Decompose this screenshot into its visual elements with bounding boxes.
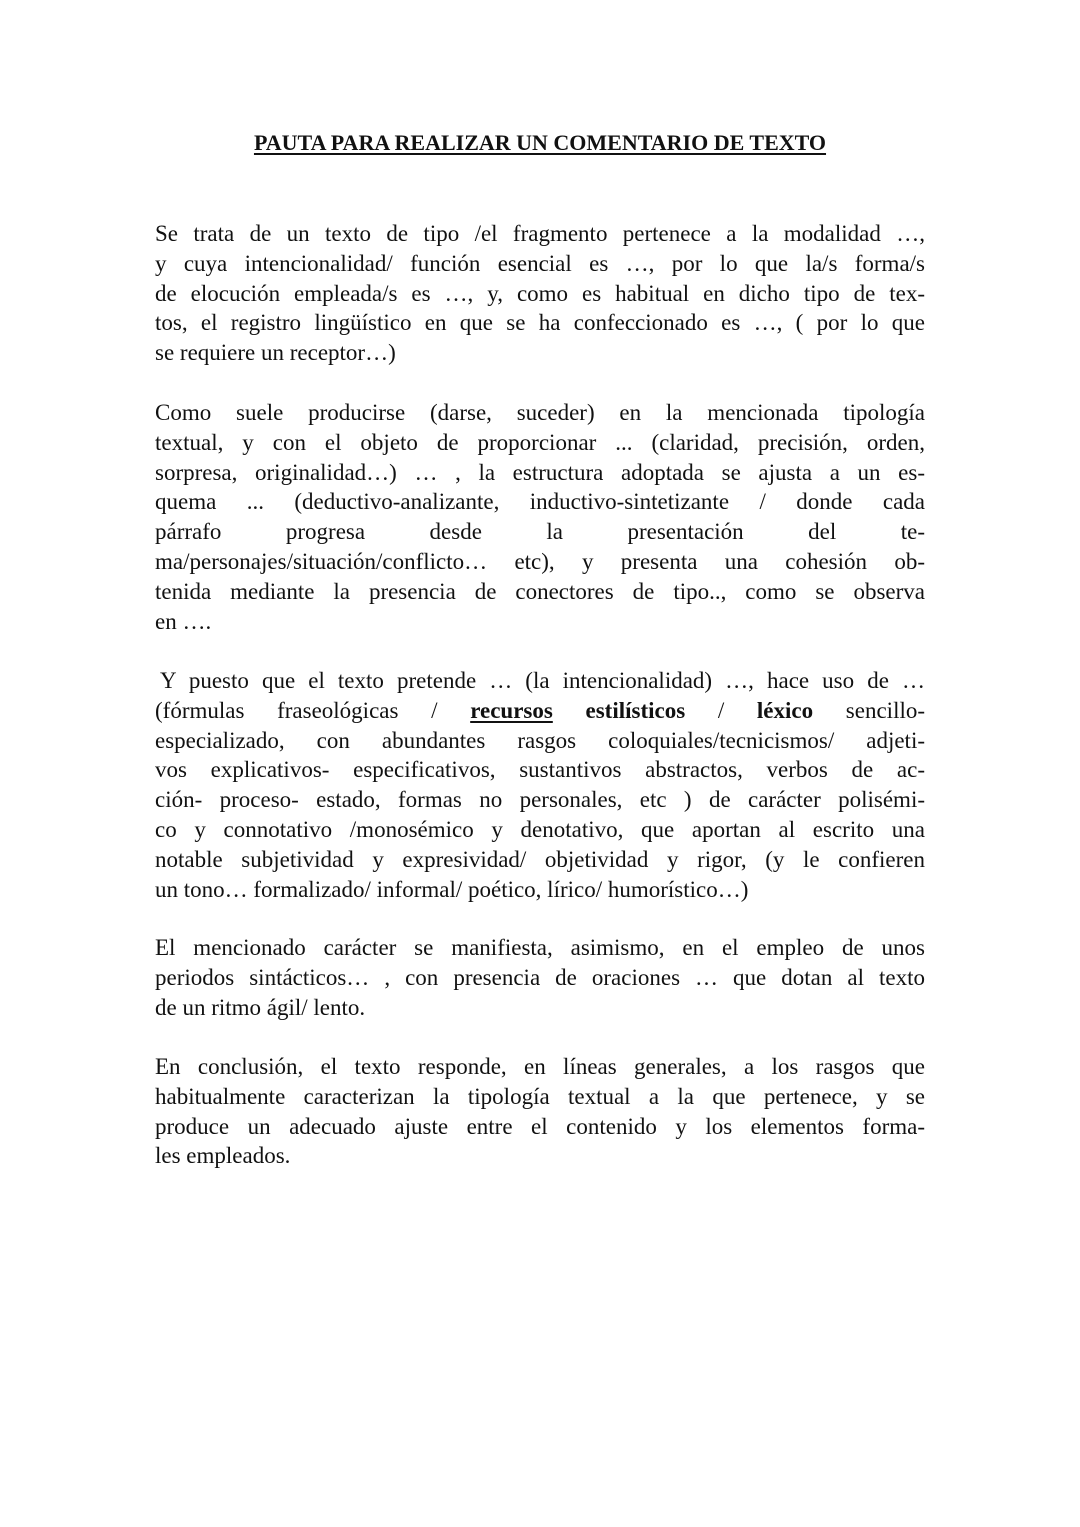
text-line: periodos sintácticos… , con presencia de oraciones … que dotan al texto [155,964,925,990]
emphasis-recursos: recursos [470,697,553,723]
text-line: Y puesto que el texto pretende … (la intencionalidad) …, hace uso de … [160,668,925,693]
emphasis-lexico: léxico [756,697,814,723]
text-line: sorpresa, originalidad…) … , la estructura adoptada se ajusta a un es- [155,459,925,485]
text-segment: sencillo- [813,697,926,723]
text-line: de elocución empleada/s es …, y, como es habitual en dicho tipo de tex- [155,280,925,306]
text-line: El mencionado carácter se manifiesta, asimismo, en el empleo de unos [155,935,925,960]
text-line: de un ritmo ágil/ lento. [155,994,366,1020]
text-line: les empleados. [155,1143,291,1169]
text-line: En conclusión, el texto responde, en líneas generales, a los rasgos que [155,1054,925,1079]
paragraph-syntax [155,933,925,1022]
text-line: textual, y con el objeto de proporcionar ... (claridad, precisión, orden, [155,429,925,455]
text-line: y cuya intencionalidad/ función esencial es …, por lo que la/s forma/s [155,250,925,276]
text-line: quema ... (deductivo-analizante, inductivo-sintetizante / donde cada [155,489,925,515]
text-line: notable subjetividad y expresividad/ objetividad y rigor, (y le confieren [155,846,925,872]
text-line: en …. [155,608,212,634]
paragraph-conclusion [155,1052,925,1171]
paragraph-structure [155,398,925,636]
text-line: especializado, con abundantes rasgos coloquiales/tecnicismos/ adjeti- [155,727,925,753]
text-line: co y connotativo /monosémico y denotativo, que aportan al escrito una [155,816,925,842]
text-line: tos, el registro lingüístico en que se ha confeccionado es …, ( por lo que [155,310,925,336]
text-line: ción- proceso- estado, formas no personales, etc ) de carácter polisémi- [155,787,925,813]
text-line: tenida mediante la presencia de conectores de tipo.., como se observa [155,578,925,604]
text-segment: / [685,697,757,723]
text-line-with-emphasis [155,696,925,726]
text-line: habitualmente caracterizan la tipología textual a la que pertenece, y se [155,1083,925,1109]
title-text: PAUTA PARA REALIZAR UN COMENTARIO DE TEXTO [253,130,827,155]
paragraph-lexicon [155,666,925,904]
document-title [0,128,1080,158]
text-line: un tono… formalizado/ informal/ poético, lírico/ humorístico…) [155,876,749,902]
text-line: párrafo progresa desde la presentación del te- [155,519,925,545]
text-line: Como suele producirse (darse, suceder) en la mencionada tipología [155,400,925,425]
text-line: ma/personajes/situación/conflicto… etc), y presenta una cohesión ob- [155,548,925,574]
text-segment: (fórmulas fraseológicas / [155,697,471,723]
text-line: Se trata de un texto de tipo /el fragmento pertenece a la modalidad …, [155,221,925,246]
text-segment [553,698,586,723]
paragraph-intro [155,219,925,368]
text-line: se requiere un receptor…) [155,340,396,366]
text-line: produce un adecuado ajuste entre el contenido y los elementos forma- [155,1113,925,1139]
emphasis-estilisticos: estilísticos [585,697,686,723]
text-line: vos explicativos- especificativos, sustantivos abstractos, verbos de ac- [155,757,925,783]
